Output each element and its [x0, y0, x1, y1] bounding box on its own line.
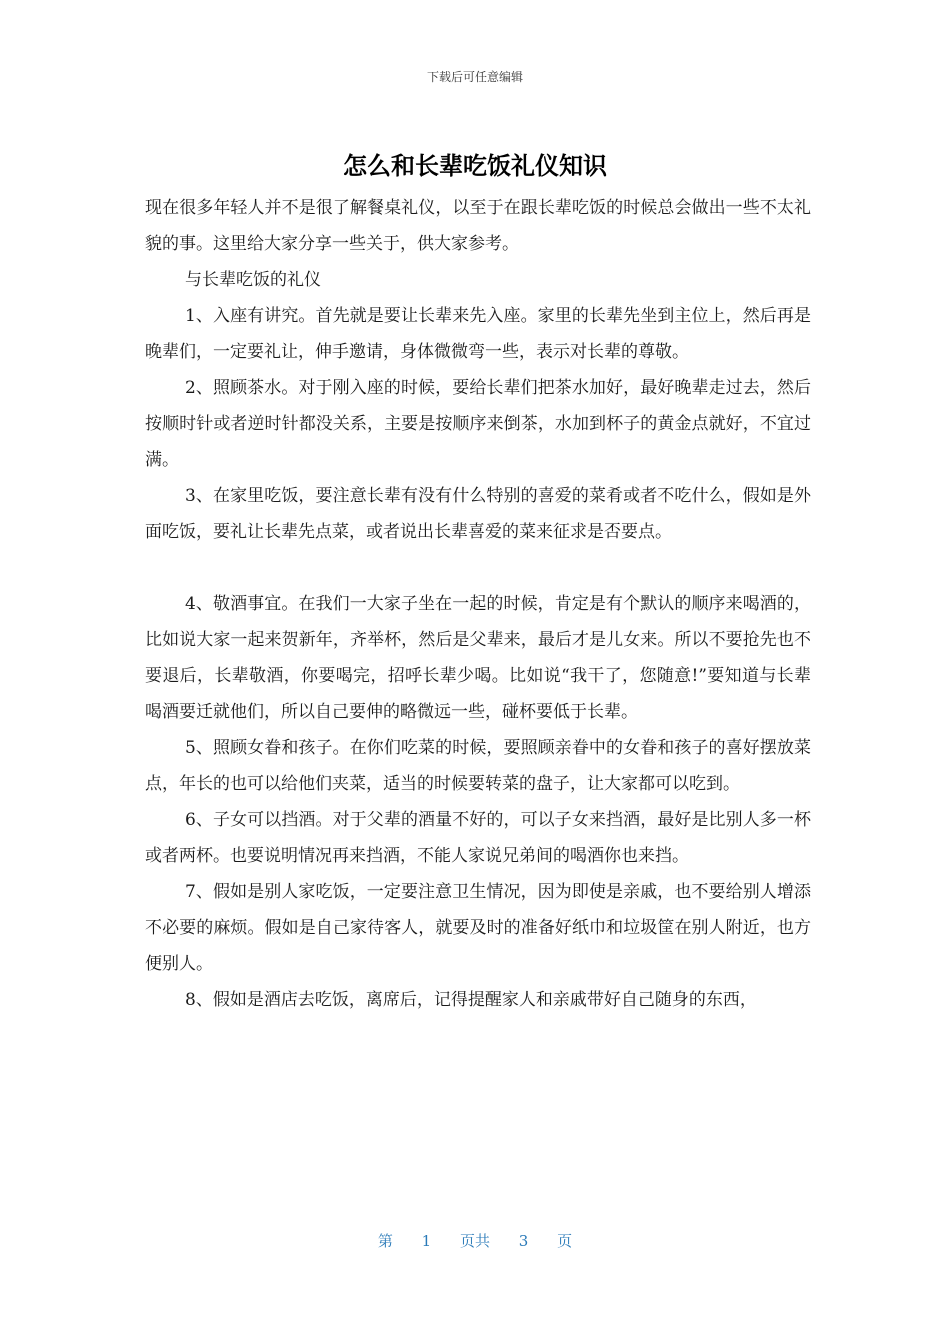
list-item: 3、在家里吃饭，要注意长辈有没有什么特别的喜爱的菜肴或者不吃什么，假如是外面吃饭，要礼让长辈先点菜，或者说出长辈喜爱的菜来征求是否要点。 [145, 486, 811, 542]
intro-paragraph: 现在很多年轻人并不是很了解餐桌礼仪，以至于在跟长辈吃饭的时候总会做出一些不太礼貌的事。这里给大家分享一些关于，供大家参考。 [145, 198, 811, 254]
list-item: 5、照顾女眷和孩子。在你们吃菜的时候，要照顾亲眷中的女眷和孩子的喜好摆放菜点，年长的也可以给他们夹菜，适当的时候要转菜的盘子，让大家都可以吃到。 [145, 738, 811, 794]
header-note: 下载后可任意编辑 [426, 70, 523, 84]
list-item: 1、入座有讲究。首先就是要让长辈来先入座。家里的长辈先坐到主位上，然后再是晚辈们，一定要礼让，伸手邀请，身体微微弯一些，表示对长辈的尊敬。 [145, 306, 811, 362]
document-title: 怎么和长辈吃饭礼仪知识 [343, 152, 607, 180]
list-item: 7、假如是别人家吃饭，一定要注意卫生情况，因为即使是亲戚，也不要给别人增添不必要的麻烦。假如是自己家待客人，就要及时的准备好纸巾和垃圾筐在别人附近，也方便别人。 [145, 882, 811, 974]
footer-middle: 页共 [459, 1232, 490, 1250]
page-footer [0, 1230, 950, 1251]
list-item: 8、假如是酒店去吃饭，离席后，记得提醒家人和亲戚带好自己随身的东西， [185, 990, 757, 1010]
list-item: 4、敬酒事宜。在我们一大家子坐在一起的时候，肯定是有个默认的顺序来喝酒的，比如说大家一起来贺新年，齐举杯，然后是父辈来，最后才是儿女来。所以不要抢先也不要退后，长辈敬酒，你要喝完，招呼长辈少喝。比如说“我干了，您随意!”要知道与长辈喝酒要迁就他们，所以自己要伸的略微远一些，碰杯要低于长辈。 [145, 594, 811, 722]
section-heading: 与长辈吃饭的礼仪 [185, 270, 321, 290]
footer-total-pages: 3 [518, 1232, 529, 1250]
footer-prefix: 第 [377, 1232, 393, 1250]
document-body [145, 190, 811, 1018]
list-item: 6、子女可以挡酒。对于父辈的酒量不好的，可以子女来挡酒，最好是比别人多一杯或者两杯。也要说明情况再来挡酒，不能人家说兄弟间的喝酒你也来挡。 [145, 810, 811, 866]
list-item: 2、照顾茶水。对于刚入座的时候，要给长辈们把茶水加好，最好晚辈走过去，然后按顺时针或者逆时针都没关系，主要是按顺序来倒茶，水加到杯子的黄金点就好，不宜过满。 [145, 378, 811, 470]
footer-page-number: 1 [421, 1232, 432, 1250]
footer-suffix: 页 [557, 1232, 573, 1250]
